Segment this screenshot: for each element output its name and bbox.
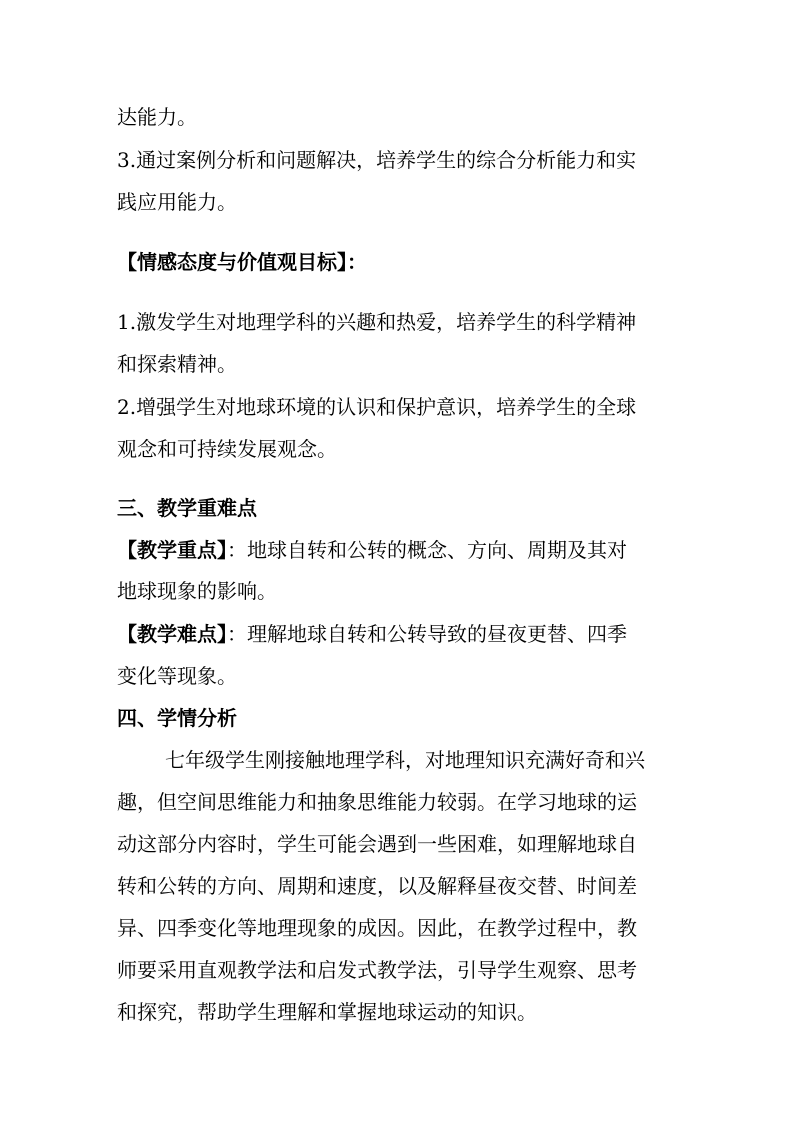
key-point-label: 【教学重点】 <box>117 538 227 562</box>
section4-heading: 四、学情分析 <box>117 706 237 730</box>
skills-item3-line2: 践应用能力。 <box>117 190 237 214</box>
difficult-point-line1 <box>117 620 677 648</box>
analysis-paragraph-line: 趣，但空间思维能力和抽象思维能力较弱。在学习地球的运 <box>117 790 637 814</box>
analysis-paragraph-line: 转和公转的方向、周期和速度，以及解释昼夜交替、时间差 <box>117 874 637 898</box>
analysis-paragraph-line: 和探究，帮助学生理解和掌握地球运动的知识。 <box>117 1000 537 1024</box>
analysis-paragraph-line: 师要采用直观教学法和启发式教学法，引导学生观察、思考 <box>117 958 637 982</box>
analysis-paragraph-line: 异、四季变化等地理现象的成因。因此，在教学过程中，教 <box>117 916 637 940</box>
affective-item1-line2: 和探索精神。 <box>117 352 237 376</box>
affective-goals-heading: 【情感态度与价值观目标】： <box>117 250 367 274</box>
section3-heading: 三、教学重难点 <box>117 496 257 520</box>
skills-item3-line1: 3.通过案例分析和问题解决，培养学生的综合分析能力和实 <box>117 148 637 172</box>
skills-item2-continuation: 达能力。 <box>117 105 197 129</box>
difficult-point-line2: 变化等现象。 <box>117 664 237 688</box>
key-point-line1 <box>117 536 677 564</box>
analysis-paragraph-line: 七年级学生刚接触地理学科，对地理知识充满好奇和兴 <box>165 748 645 772</box>
affective-item2-line1: 2.增强学生对地球环境的认识和保护意识，培养学生的全球 <box>117 395 637 419</box>
difficult-point-text: ：理解地球自转和公转导致的昼夜更替、四季 <box>227 622 627 646</box>
affective-item2-line2: 观念和可持续发展观念。 <box>117 437 337 461</box>
difficult-point-label: 【教学难点】 <box>117 622 227 646</box>
analysis-paragraph-line: 动这部分内容时，学生可能会遇到一些困难，如理解地球自 <box>117 832 637 856</box>
key-point-line2: 地球现象的影响。 <box>117 579 277 603</box>
affective-item1-line1: 1.激发学生对地理学科的兴趣和热爱，培养学生的科学精神 <box>117 310 637 334</box>
key-point-text: ：地球自转和公转的概念、方向、周期及其对 <box>227 538 627 562</box>
